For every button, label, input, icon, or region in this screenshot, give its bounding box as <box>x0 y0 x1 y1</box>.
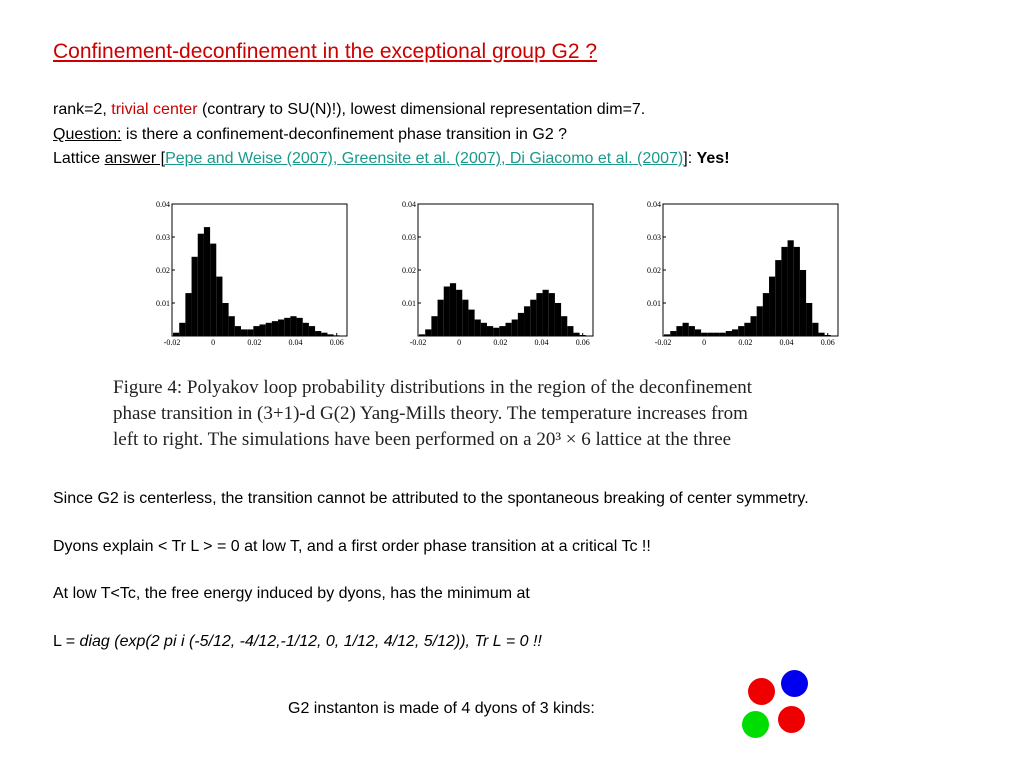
y-tick-label: 0.04 <box>402 200 416 209</box>
histogram-bar <box>818 333 824 336</box>
histogram-bar <box>567 326 573 336</box>
histogram-bar <box>775 260 781 336</box>
text: (contrary to SU(N)!), lowest dimensional representation dim=7. <box>197 101 646 118</box>
histogram-bar <box>431 316 437 336</box>
histogram-bar <box>210 244 216 336</box>
yes-text: Yes! <box>696 150 730 167</box>
references-link[interactable]: Pepe and Weise (2007), Greensite et al. (2007), Di Giacomo et al. (2007) <box>165 150 684 167</box>
histogram-bar <box>179 323 185 336</box>
y-tick-label: 0.02 <box>647 266 661 275</box>
histogram-bar <box>695 329 701 336</box>
histogram-bar <box>676 326 682 336</box>
histogram-bar <box>444 287 450 337</box>
x-tick-label: -0.02 <box>163 338 181 347</box>
histogram-bar <box>303 323 309 336</box>
histogram-bar <box>493 328 499 336</box>
histogram-bar <box>266 323 272 336</box>
histogram-bar <box>800 270 806 336</box>
histogram-bar <box>198 234 204 336</box>
y-tick-label: 0.01 <box>156 299 170 308</box>
text: L = <box>53 633 80 650</box>
text: : <box>687 150 697 167</box>
paragraph-free-energy: At low T<Tc, the free energy induced by dyons, has the minimum at <box>53 585 530 602</box>
histogram-3 <box>643 196 843 348</box>
x-tick-label: 0.02 <box>247 338 262 347</box>
x-tick-label: 0.04 <box>288 338 303 347</box>
x-tick-label: -0.02 <box>409 338 427 347</box>
histogram-bar <box>481 323 487 336</box>
histogram-bar <box>222 303 228 336</box>
histogram-bar <box>247 329 253 336</box>
histogram-bar <box>241 329 247 336</box>
histogram-bar <box>713 333 719 336</box>
y-tick-label: 0.03 <box>647 233 661 242</box>
histogram-bar <box>260 324 266 336</box>
histogram-bar <box>512 320 518 337</box>
histogram-bar <box>524 306 530 336</box>
histogram-bar <box>185 293 191 336</box>
histogram-bar <box>216 277 222 336</box>
x-tick-label: 0.06 <box>575 338 590 347</box>
histogram-bar <box>450 283 456 336</box>
histogram-bar <box>726 331 732 336</box>
paragraph-dyons: Dyons explain < Tr L > = 0 at low T, and a first order phase transition at a critical Tc !! <box>53 538 651 555</box>
histogram-bar <box>543 290 549 336</box>
histogram-bar <box>506 323 512 336</box>
histogram-bar <box>561 316 567 336</box>
histogram-bar <box>689 326 695 336</box>
histogram-bar <box>272 321 278 336</box>
histogram-bar <box>297 318 303 336</box>
x-tick-label: 0.02 <box>493 338 508 347</box>
x-tick-label: 0.04 <box>534 338 549 347</box>
question-text: is there a confinement-deconfinement phase transition in G2 ? <box>121 126 568 143</box>
intro-line-1 <box>53 101 645 119</box>
histogram-bar <box>315 331 321 336</box>
x-tick-label: 0 <box>457 338 462 347</box>
paragraph-formula <box>53 633 542 651</box>
histogram-bar <box>781 247 787 336</box>
histogram-bar <box>229 316 235 336</box>
histogram-bar <box>284 318 290 336</box>
y-tick-label: 0.02 <box>156 266 170 275</box>
histogram-bar <box>235 326 241 336</box>
y-tick-label: 0.01 <box>402 299 416 308</box>
caption-line: left to right. The simulations have been performed on a 20³ × 6 lattice at the three <box>113 429 732 450</box>
paragraph-centerless: Since G2 is centerless, the transition cannot be attributed to the spontaneous breaking of center symmetry. <box>53 490 809 507</box>
histogram-bar <box>536 293 542 336</box>
histogram-bar <box>173 333 179 336</box>
histogram-bar <box>204 227 210 336</box>
slide-title: Confinement-deconfinement in the exceptional group G2 ? <box>53 40 598 63</box>
dyon-red-icon <box>748 678 775 705</box>
histogram-bar <box>751 316 757 336</box>
histogram-bar <box>438 300 444 336</box>
x-tick-label: 0.06 <box>329 338 344 347</box>
dyon-blue-icon <box>781 670 808 697</box>
histogram-bar <box>812 323 818 336</box>
dyon-green-icon <box>742 711 769 738</box>
histogram-bar <box>327 334 333 336</box>
histogram-bar <box>475 320 481 337</box>
trivial-center-text: trivial center <box>111 101 198 118</box>
histogram-bar <box>462 300 468 336</box>
text: Lattice <box>53 150 105 167</box>
histogram-bar <box>757 306 763 336</box>
histogram-1 <box>152 196 352 348</box>
histogram-bar <box>192 257 198 336</box>
x-tick-label: 0 <box>702 338 707 347</box>
histogram-bar <box>670 331 676 336</box>
y-tick-label: 0.04 <box>156 200 170 209</box>
histogram-bar <box>555 303 561 336</box>
histogram-bar <box>573 333 579 336</box>
caption-line: phase transition in (3+1)-d G(2) Yang-Mills theory. The temperature increases from <box>113 403 748 424</box>
histogram-bar <box>732 329 738 336</box>
y-tick-label: 0.02 <box>402 266 416 275</box>
dyon-red-icon <box>778 706 805 733</box>
answer-label: answer [ <box>104 150 166 167</box>
histogram-bar <box>425 329 431 336</box>
histogram-bar <box>683 323 689 336</box>
y-tick-label: 0.01 <box>647 299 661 308</box>
histogram-bar <box>806 303 812 336</box>
x-tick-label: 0.04 <box>779 338 794 347</box>
intro-line-3 <box>53 150 730 168</box>
question-label: Question: <box>53 126 122 143</box>
bracket: ] <box>683 150 688 167</box>
histogram-bar <box>278 320 284 337</box>
histogram-bar <box>707 333 713 336</box>
x-tick-label: 0 <box>211 338 216 347</box>
histogram-bar <box>794 247 800 336</box>
histogram-bar <box>309 326 315 336</box>
histogram-bar <box>487 326 493 336</box>
histogram-bar <box>321 333 327 336</box>
histogram-bar <box>456 290 462 336</box>
histogram-bar <box>530 300 536 336</box>
caption-line: Figure 4: Polyakov loop probability distributions in the region of the deconfinement <box>113 377 753 398</box>
histogram-bar <box>788 240 794 336</box>
figure-caption <box>113 375 898 453</box>
histogram-bar <box>738 326 744 336</box>
histogram-2 <box>398 196 598 348</box>
text: rank=2, <box>53 101 112 118</box>
histogram-bar <box>720 333 726 336</box>
y-tick-label: 0.04 <box>647 200 661 209</box>
histogram-bar <box>518 313 524 336</box>
formula-text: diag (exp(2 pi i (-5/12, -4/12,-1/12, 0, 1/12, 4/12, 5/12)), Tr L = 0 !! <box>79 633 542 650</box>
paragraph-instanton: G2 instanton is made of 4 dyons of 3 kinds: <box>288 700 595 717</box>
y-tick-label: 0.03 <box>402 233 416 242</box>
x-tick-label: 0.02 <box>738 338 753 347</box>
histogram-bar <box>769 277 775 336</box>
histogram-bar <box>549 293 555 336</box>
x-tick-label: 0.06 <box>820 338 835 347</box>
y-tick-label: 0.03 <box>156 233 170 242</box>
histogram-bar <box>419 334 425 336</box>
intro-line-2 <box>53 126 567 144</box>
histogram-bar <box>763 293 769 336</box>
x-tick-label: -0.02 <box>654 338 672 347</box>
histogram-bar <box>664 334 670 336</box>
histogram-bar <box>468 310 474 336</box>
